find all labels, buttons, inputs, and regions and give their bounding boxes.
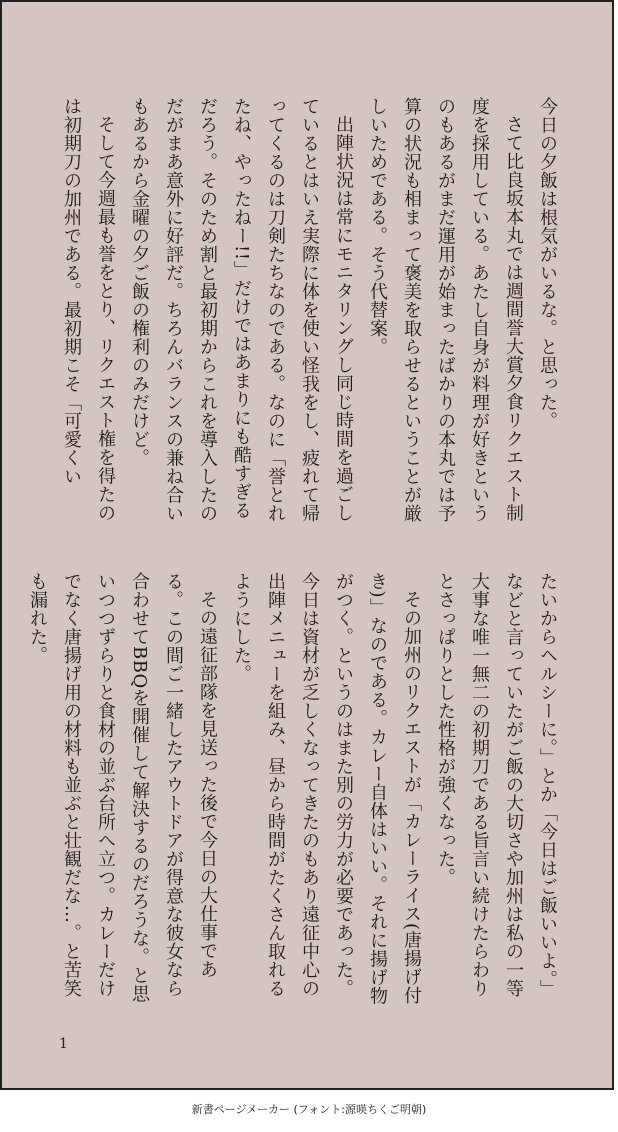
paragraph: そして今週最も誉をとり、リクエスト権を得たのは初期刀の加州である。最初期こそ「可愛くい: [61, 97, 116, 522]
paragraph: たいからヘルシーに。」とか「今日はご飯いいよ。」などと言っていたがご飯の大切さや加州は私の一等大事な唯一無二の初期刀である旨言い続けたらわりとさっぱりとした性格が強くなった。: [435, 572, 558, 998]
generator-caption: 新書ページメーカー (フォント:源暎ちくご明朝): [191, 1103, 427, 1116]
text-block-upper: [54, 97, 564, 537]
paragraph: さて比良坂本丸では週間誉大賞夕食リクエスト制度を採用している。あたし自身が料理が好きというのもあるがまだ運用が始まったばかりの本丸では予算の状況も相まって褒美を取らせるということが厳しいためである。そう代替案。: [367, 97, 524, 523]
paragraph: その加州のリクエストが「カレーライス(唐揚げ付き)」なのである。カレー自体はいい。それに揚げ物がつく。というのはまた別の労力が必要であった。今日は資材が乏しくなってきたのもあり遠征中心の出陣メニューを組み、昼から時間がたくさん取れるようにした。: [231, 572, 422, 1006]
paragraph: 今日の夕飯は根気がいるな。と思った。: [537, 97, 558, 430]
page-number: 1: [59, 1036, 68, 1052]
paragraph: その遠征部隊を見送った後で今日の大仕事である。この間ご一緒したアウトドアが得意な彼女なら合わせてBBQを開催して解決するのだろうな。と思いつつずらりと食材の並ぶ台所へ立つ。カレーだけでなく唐揚げ用の材料も並ぶと壮観だな…。と苦笑も漏れた。: [27, 572, 218, 1004]
paragraph: 出陣状況は常にモニタリングし同じ時間を過ごしているとはいえ実際に体を使い怪我をし、疲れて帰ってくるのは刀剣たちなのである。なのに「誉とれたね、やったねー!!」だけではあまりにも酷すぎるだろう。そのため割と最初期からこれを導入したのだがまあ意外に好評だ。ちろんバランスの兼ね合いもあるから金曜の夕ご飯の権利のみだけど。: [129, 97, 354, 523]
text-block-lower: [20, 572, 564, 1012]
